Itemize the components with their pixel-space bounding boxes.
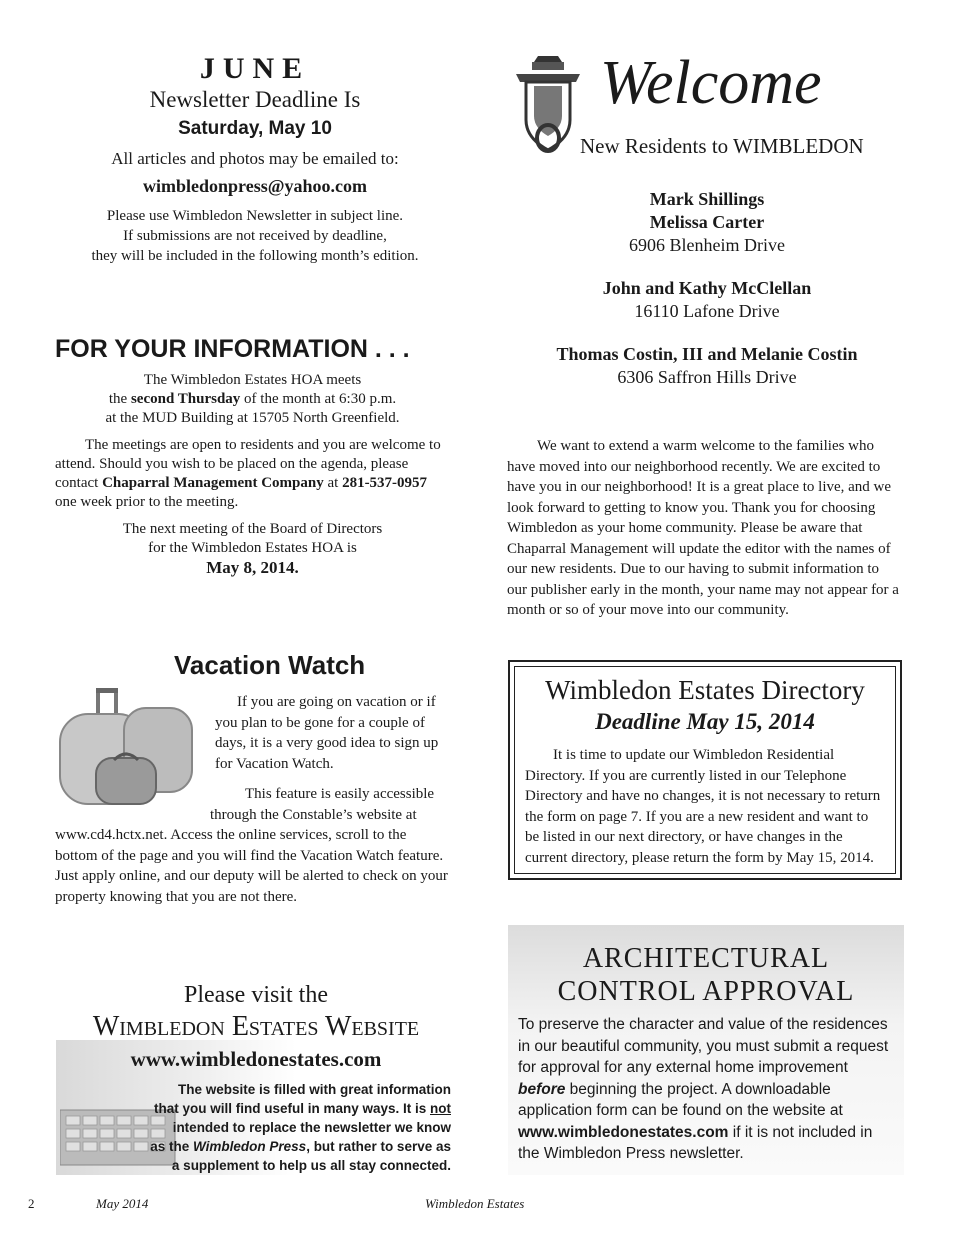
visit-body: The website is filled with great information that you will find useful in many ways. It is not intended to replace the newsletter we know as the Wimbledon Press, but rather to serve as a supplement to help us all stay connected. (150, 1082, 451, 1173)
resident-entry (507, 277, 907, 323)
welcome-title: Welcome (600, 49, 822, 117)
fyi-section (55, 333, 450, 577)
june-month-heading: JUNE (199, 52, 311, 85)
visit-line-1: Please visit the (184, 982, 328, 1008)
june-deadline-section (55, 52, 455, 266)
visit-website-section (56, 980, 456, 1175)
fyi-meet-2: the second Thursday of the month at 6:30 p.m. (108, 391, 397, 407)
resident-entry (507, 343, 907, 389)
architectural-body: To preserve the character and value of the residences in our beautiful community, you must submit a request for approval for any external home improvement before beginning the project. A downloadable application form can be found on the website at www.wimbledonestates.com if it is not included in the Wimbledon Press newsletter. (518, 1016, 889, 1162)
directory-body: It is time to update our Wimbledon Residential Directory. If you are currently listed in our Telephone Directory and have no changes, it is not necessary to return the form on page 7. If you are a new resident and want to be listed in our next directory, or have changes in the current directory, please return the form by May 15, 2014. (525, 747, 881, 866)
architectural-section (508, 925, 904, 1175)
fyi-next-date: May 8, 2014. (206, 558, 299, 577)
resident-name: Thomas Costin, III and Melanie Costin (556, 344, 858, 364)
vacation-paragraph-1: If you are going on vacation or if you plan to be gone for a couple of days, it is a very good idea to sign up for Vacation Watch. (215, 694, 439, 772)
welcome-body: We want to extend a warm welcome to the families who have moved into our neighborhood recently. We are excited to have you in our neighborhood! It is a great place to live, and we look forward to getting to know you. Thank you for choosing Wimbledon as your home community. Please be aware that Chaparral Management will update the editor with the names of our new residents. Due to our having to submit information to our publisher early in the month, your name may not appear for a month or so of your move into our community. (507, 438, 899, 618)
resident-address: 6906 Blenheim Drive (629, 235, 785, 255)
june-line-1: Please use Wimbledon Newsletter in subject line. (106, 208, 404, 224)
june-line-2: If submissions are not received by deadline, (123, 228, 387, 244)
resident-name: Melissa Carter (649, 212, 765, 232)
visit-url[interactable]: www.wimbledonestates.com (130, 1047, 382, 1071)
june-deadline-date: Saturday, May 10 (178, 118, 332, 139)
june-headline: Newsletter Deadline Is (149, 87, 361, 112)
footer-date: May 2014 (96, 1196, 149, 1211)
page-number: 2 (28, 1196, 35, 1211)
footer-publication: Wimbledon Estates (425, 1196, 525, 1211)
june-line-3: they will be included in the following month’s edition. (91, 248, 419, 264)
fyi-paragraph: The meetings are open to residents and you are welcome to attend. Should you wish to be placed on the agenda, please contact Chaparral Management Company at 281-537-0957 one week prior to the meeting. (55, 437, 441, 510)
fyi-title: FOR YOUR INFORMATION . . . (55, 335, 410, 363)
resident-name: Mark Shillings (649, 189, 765, 209)
door-knocker-icon (512, 52, 584, 162)
resident-name: John and Kathy McClellan (602, 278, 812, 298)
architectural-title: ARCHITECTURAL CONTROL APPROVAL (557, 943, 855, 1007)
resident-address: 16110 Lafone Drive (634, 301, 780, 321)
fyi-meet-3: at the MUD Building at 15705 North Greenfield. (105, 410, 400, 426)
directory-box (508, 660, 902, 880)
directory-title: Wimbledon Estates Directory (545, 675, 865, 705)
fyi-next-2: for the Wimbledon Estates HOA is (148, 540, 357, 556)
resident-entry (507, 188, 907, 257)
vacation-paragraph-2: This feature is easily accessible through the Constable’s website at www.cd4.hctx.net. Access the online services, scroll to the bottom of the page and you will find the Vacation Watch feature. Just apply online, and our deputy will be alerted to check on your property knowing that you are not there. (55, 786, 448, 905)
fyi-meet-1: The Wimbledon Estates HOA meets (143, 372, 362, 388)
june-email[interactable]: wimbledonpress@yahoo.com (143, 176, 367, 196)
vacation-title: Vacation Watch (174, 650, 366, 680)
architectural-url[interactable]: www.wimbledonestates.com (518, 1123, 729, 1141)
directory-deadline: Deadline May 15, 2014 (595, 709, 815, 734)
resident-address: 6306 Saffron Hills Drive (617, 367, 797, 387)
residents-list (507, 188, 907, 409)
fyi-next-1: The next meeting of the Board of Directors (122, 521, 383, 537)
june-emailed-text: All articles and photos may be emailed to: (111, 149, 399, 168)
visit-line-2: Wimbledon Estates Website (92, 1011, 420, 1042)
welcome-subtitle: New Residents to WIMBLEDON (580, 134, 864, 158)
